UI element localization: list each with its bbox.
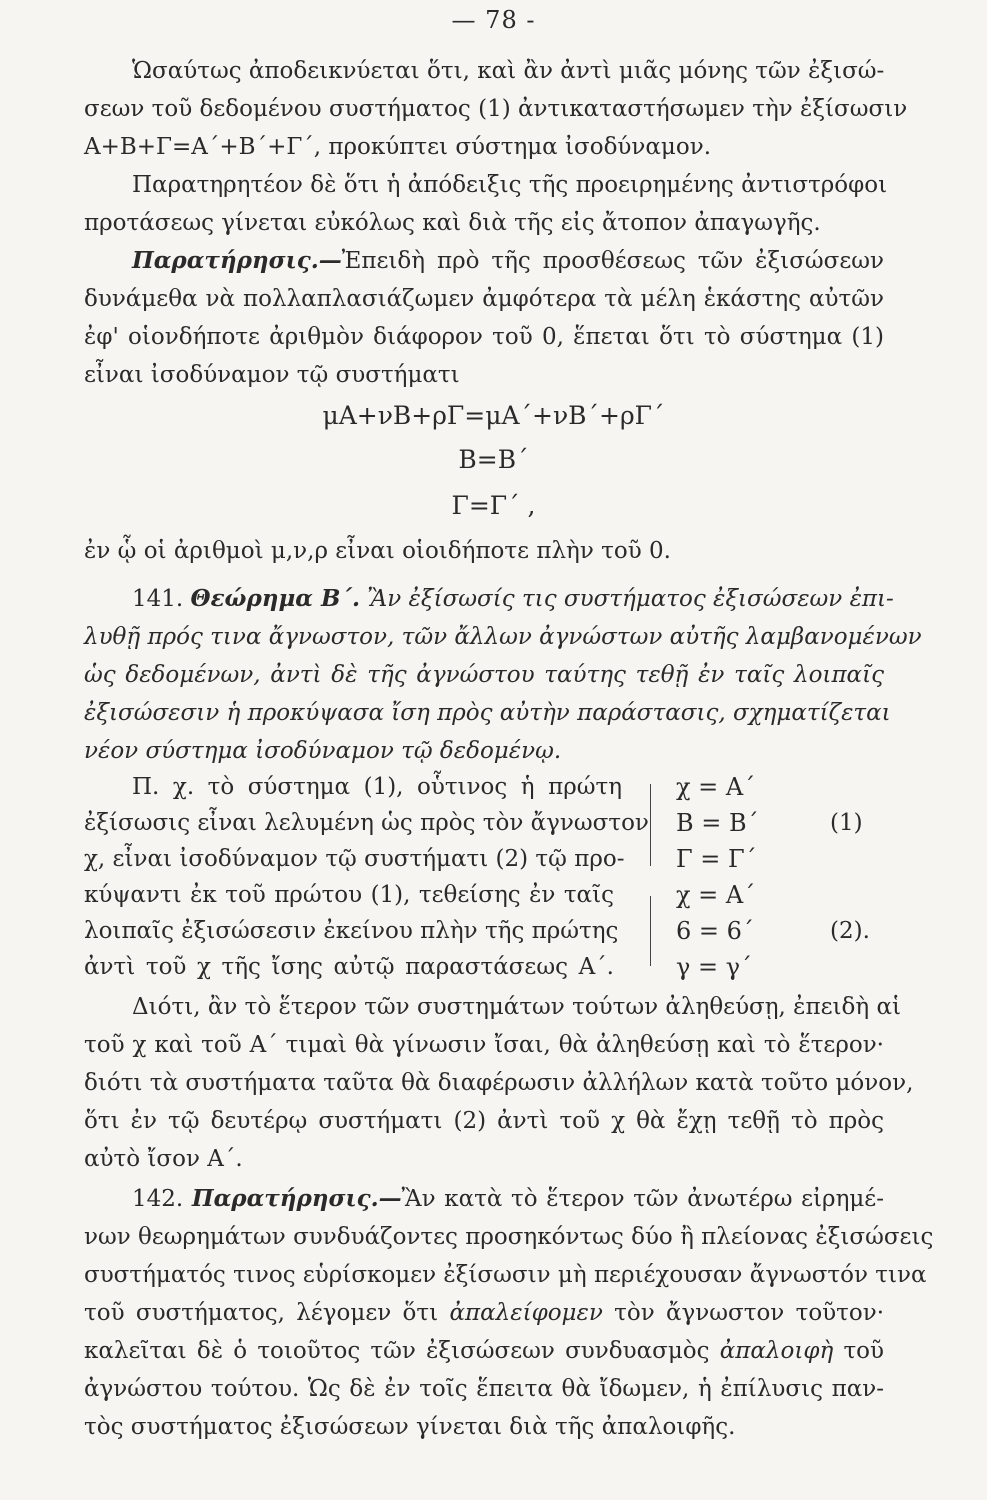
text-line: [84, 1336, 884, 1366]
example-line: χ, εἶναι ἰσοδύναμον τῷ συστήματι (2) τῷ προ-: [84, 846, 625, 872]
system-equation: χ = Α΄: [676, 881, 756, 909]
theorem-line: λυθῇ πρός τινα ἄγνωστον, τῶν ἄλλων ἀγνώστων αὐτῆς λαμβανομένων: [84, 624, 922, 650]
theorem-line: [132, 584, 894, 614]
emphasis-term: ἀπαλείφομεν: [449, 1300, 603, 1326]
example-line: Π. χ. τὸ σύστημα (1), οὗτινος ἡ πρώτη: [132, 774, 622, 800]
equation: Β=Β΄: [458, 445, 529, 474]
system-label: (2).: [830, 918, 870, 944]
text-line: διότι τὰ συστήματα ταῦτα θὰ διαφέρωσιν ἀλλήλων κατὰ τοῦτο μόνον,: [84, 1070, 914, 1096]
theorem-line: ὡς δεδομένων, ἀντὶ δὲ τῆς ἀγνώστου ταύτης τεθῇ ἐν ταῖς λοιπαῖς: [84, 662, 884, 688]
example-line: ἐξίσωσις εἶναι λελυμένη ὡς πρὸς τὸν ἄγνωστον: [84, 810, 649, 836]
text-line: ἀγνώστου τούτου. Ὡς δὲ ἐν τοῖς ἕπειτα θὰ ἴδωμεν, ἡ ἐπίλυσις παν-: [84, 1376, 884, 1402]
text-line: ἐφ' οἱονδήποτε ἀριθμὸν διάφορον τοῦ 0, ἕπεται ὅτι τὸ σύστημα (1): [84, 324, 884, 350]
text-line: Παρατηρητέον δὲ ὅτι ἡ ἀπόδειξις τῆς προειρημένης ἀντιστρόφοι: [132, 172, 888, 198]
text-segment: τοῦ: [843, 1338, 884, 1364]
text-segment: καλεῖται δὲ ὁ τοιοῦτος τῶν ἐξισώσεων συνδυασμὸς: [84, 1338, 710, 1364]
remark2-text: Ἂν κατὰ τὸ ἕτερον τῶν ἀνωτέρω εἰρημέ-: [401, 1186, 884, 1212]
theorem-text: Ἂν ἐξίσωσίς τις συστήματος ἐξισώσεων ἐπι-: [367, 586, 894, 612]
emphasis-term: ἀπαλοιφὴ: [719, 1338, 834, 1364]
theorem-number: 141.: [132, 586, 184, 612]
text-line: αὐτὸ ἴσον Α΄.: [84, 1146, 243, 1172]
example-line: λοιπαῖς ἐξισώσεσιν ἐκείνου πλὴν τῆς πρώτης: [84, 918, 619, 944]
remark-line: [132, 246, 884, 276]
text-line: εἶναι ἰσοδύναμον τῷ συστήματι: [84, 362, 460, 388]
system-equation: γ = γ΄: [676, 953, 753, 981]
remark-label: Παρατήρησις.—: [132, 247, 342, 274]
remark-text: Ἐπειδὴ πρὸ τῆς προσθέσεως τῶν ἐξισώσεων: [341, 248, 884, 274]
text-line: προτάσεως γίνεται εὐκόλως καὶ διὰ τῆς εἰς ἄτοπον ἀπαγωγῆς.: [84, 210, 821, 236]
text-line: τοῦ χ καὶ τοῦ Α΄ τιμαὶ θὰ γίνωσιν ἴσαι, θὰ ἀληθεύσῃ καὶ τὸ ἕτερον·: [84, 1032, 884, 1058]
page-number: — 78 -: [451, 6, 536, 34]
text-segment: τὸν ἄγνωστον τοῦτον·: [614, 1300, 885, 1326]
text-line: νων θεωρημάτων συνδυάζοντες προσηκόντως δύο ἢ πλείονας ἐξισώσεις: [84, 1224, 934, 1250]
text-line: ἐν ᾧ οἱ ἀριθμοὶ μ,ν,ρ εἶναι οἱοιδήποτε πλὴν τοῦ 0.: [84, 538, 671, 564]
system-equation: χ = Α΄: [676, 773, 756, 801]
system-brace: [650, 784, 659, 866]
text-line: Διότι, ἂν τὸ ἕτερον τῶν συστημάτων τούτων ἀληθεύσῃ, ἐπειδὴ αἱ: [132, 994, 902, 1020]
theorem-line: ἐξισώσεσιν ἡ προκύψασα ἴση πρὸς αὐτὴν παράστασις, σχηματίζεται: [84, 700, 891, 726]
text-line: Α+Β+Γ=Α΄+Β΄+Γ΄, προκύπτει σύστημα ἰσοδύναμον.: [84, 134, 712, 160]
remark2-line: [132, 1184, 884, 1214]
system-equation: 6 = 6΄: [676, 917, 754, 945]
text-line: ὅτι ἐν τῷ δευτέρῳ συστήματι (2) ἀντὶ τοῦ χ θὰ ἔχῃ τεθῇ τὸ πρὸς: [84, 1108, 884, 1134]
text-line: συστήματός τινος εὑρίσκομεν ἐξίσωσιν μὴ περιέχουσαν ἄγνωστόν τινα: [84, 1262, 927, 1288]
theorem-label: Θεώρημα Β΄.: [190, 585, 360, 612]
text-line: δυνάμεθα νὰ πολλαπλασιάζωμεν ἀμφότερα τὰ μέλη ἑκάστης αὐτῶν: [84, 286, 884, 312]
system-brace: [650, 896, 659, 966]
remark2-number: 142.: [132, 1186, 184, 1212]
example-line: ἀντὶ τοῦ χ τῆς ἴσης αὐτῷ παραστάσεως Α΄.: [84, 954, 614, 980]
system-equation: Β = Β΄: [676, 809, 759, 837]
text-line: [84, 1298, 884, 1328]
equation: Γ=Γ΄ ,: [451, 491, 536, 520]
text-segment: τοῦ συστήματος, λέγομεν ὅτι: [84, 1300, 439, 1326]
system-label: (1): [830, 810, 863, 836]
remark2-label: Παρατήρησις.—: [191, 1185, 402, 1212]
text-line: τὸς συστήματος ἐξισώσεων γίνεται διὰ τῆς ἀπαλοιφῆς.: [84, 1414, 736, 1440]
example-line: κύψαντι ἐκ τοῦ πρώτου (1), τεθείσης ἐν ταῖς: [84, 882, 614, 908]
text-line: Ὡσαύτως ἀποδεικνύεται ὅτι, καὶ ἂν ἀντὶ μιᾶς μόνης τῶν ἐξισώ-: [132, 58, 885, 84]
equation: μΑ+νΒ+ρΓ=μΑ΄+νΒ΄+ρΓ΄: [322, 401, 665, 430]
text-line: σεων τοῦ δεδομένου συστήματος (1) ἀντικαταστήσωμεν τὴν ἐξίσωσιν: [84, 96, 908, 122]
system-equation: Γ = Γ΄: [676, 845, 757, 873]
theorem-line: νέον σύστημα ἰσοδύναμον τῷ δεδομένῳ.: [84, 738, 562, 764]
